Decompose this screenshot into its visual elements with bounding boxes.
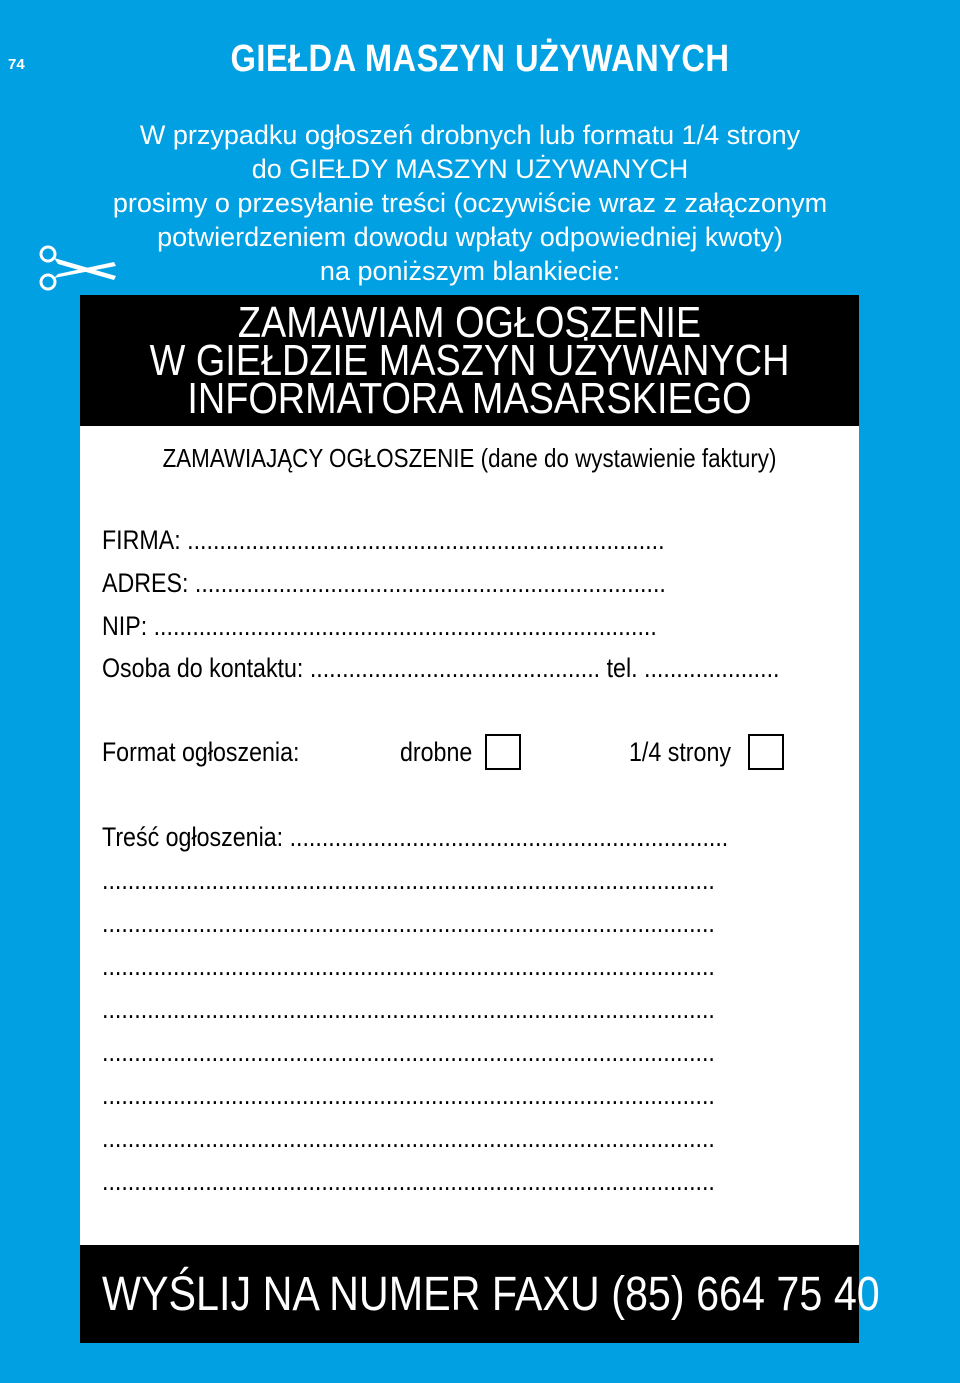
content-label[interactable]: Treść ogłoszenia: .................................................................... [102, 822, 729, 852]
fax-footer [80, 1245, 880, 1343]
form-subheading: ZAMAWIAJĄCY OGŁOSZENIE (dane do wystawienie faktury) [162, 443, 777, 473]
content-line[interactable]: ............................................................................................... [102, 951, 715, 981]
adres-field[interactable] [102, 568, 758, 598]
order-form [80, 295, 880, 1343]
format-option-small-label: drobne [400, 737, 473, 767]
scissors-icon [36, 240, 120, 296]
form-header-line: W GIEŁDZIE MASZYN UŻYWANYCH [149, 336, 790, 385]
intro-line: W przypadku ogłoszeń drobnych lub formatu 1/4 strony [139, 120, 801, 150]
format-label: Format ogłoszenia: [102, 737, 300, 767]
format-quarter-checkbox[interactable] [748, 734, 784, 770]
firma-field[interactable] [102, 525, 756, 555]
content-line[interactable]: ............................................................................................... [102, 1037, 715, 1067]
content-line[interactable]: ............................................................................................... [102, 1123, 715, 1153]
firma-field-text: FIRMA: .......................................................................... [102, 525, 665, 555]
contact-field[interactable] [102, 653, 890, 683]
fax-footer-text: WYŚLIJ NA NUMER FAXU (85) 664 75 40 [102, 1268, 880, 1321]
intro-text [60, 118, 880, 288]
intro-line: prosimy o przesyłanie treści (oczywiście wraz z załączonym [112, 188, 828, 218]
form-header-line: INFORMATORA MASARSKIEGO [187, 374, 752, 423]
intro-line: potwierdzeniem dowodu wpłaty odpowiedniej kwoty) [157, 222, 783, 252]
intro-line: na poniższym blankiecie: [319, 256, 621, 286]
form-header-line: ZAMAWIAM OGŁOSZENIE [237, 298, 702, 347]
format-small-checkbox[interactable] [485, 734, 521, 770]
content-line[interactable]: ............................................................................................... [102, 1080, 715, 1110]
form-header [80, 295, 859, 426]
contact-field-text: Osoba do kontaktu: ............................................. tel. ..................... [102, 653, 780, 683]
intro-line: do GIEŁDY MASZYN UŻYWANYCH [251, 154, 689, 184]
page-title: GIEŁDA MASZYN UŻYWANYCH [230, 38, 730, 80]
content-line[interactable]: ............................................................................................... [102, 908, 715, 938]
page-number: 74 [8, 56, 25, 73]
nip-field[interactable] [102, 611, 747, 641]
content-line[interactable]: ............................................................................................... [102, 994, 715, 1024]
adres-field-text: ADRES: ......................................................................... [102, 568, 666, 598]
content-line[interactable]: ............................................................................................... [102, 865, 715, 895]
nip-field-text: NIP: .............................................................................. [102, 611, 657, 641]
format-option-quarter-label: 1/4 strony [629, 737, 731, 767]
content-line[interactable]: ............................................................................................... [102, 1166, 715, 1196]
